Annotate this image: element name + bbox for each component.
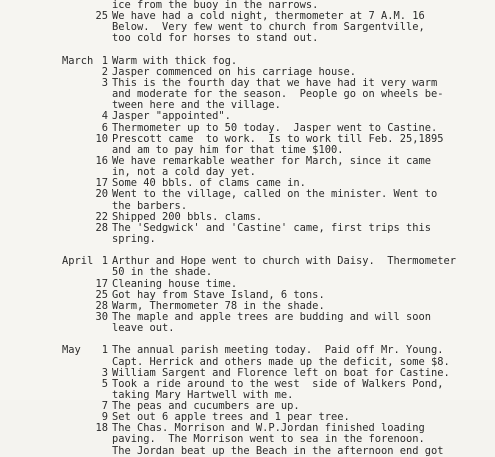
entry-text: Went to the village, called on the minister. Went to bbox=[112, 188, 438, 201]
day-number: 28 bbox=[95, 221, 108, 234]
entry-text: Set out 6 apple trees and 1 pear tree. bbox=[112, 411, 350, 424]
day-number: 1 bbox=[101, 255, 108, 268]
entry-text: paving. The Morrison went to sea in the forenoon. bbox=[112, 433, 425, 446]
day-number: 17 bbox=[95, 177, 108, 190]
diary-line bbox=[0, 201, 495, 212]
diary-line bbox=[0, 434, 495, 445]
entry-text: Shipped 200 bbls. clams. bbox=[112, 210, 263, 223]
diary-line bbox=[0, 223, 495, 234]
diary-line bbox=[0, 256, 495, 267]
day-number: 30 bbox=[95, 310, 108, 323]
entry-text: and am to pay him for that time $100. bbox=[112, 143, 344, 156]
day-number: 1 bbox=[101, 54, 108, 67]
diary-line bbox=[0, 423, 495, 434]
diary-line bbox=[0, 279, 495, 290]
month-label: March bbox=[62, 54, 94, 67]
diary-line bbox=[0, 312, 495, 323]
diary-line bbox=[0, 234, 495, 245]
diary-line bbox=[0, 357, 495, 368]
entry-text: William Sargent and Florence left on boat for Castine. bbox=[112, 366, 450, 379]
entry-text: We have remarkable weather for March, since it came bbox=[112, 154, 432, 167]
entry-text: The 'Sedgwick' and 'Castine' came, first trips this bbox=[112, 221, 432, 234]
day-number: 18 bbox=[95, 422, 108, 435]
entry-text: Cleaning house time. bbox=[112, 277, 238, 290]
diary-line bbox=[0, 446, 495, 457]
month-label: April bbox=[62, 255, 94, 268]
diary-line bbox=[0, 111, 495, 122]
day-number: 4 bbox=[101, 110, 108, 123]
day-number: 17 bbox=[95, 277, 108, 290]
month-label: May bbox=[62, 344, 81, 357]
entry-text: This is the fourth day that we have had it very warm bbox=[112, 76, 438, 89]
entry-text: The annual parish meeting today. Paid off Mr. Young. bbox=[112, 344, 444, 357]
diary-line bbox=[0, 100, 495, 111]
diary-line bbox=[0, 323, 495, 334]
entry-text: Capt. Herrick and others made up the deficit, some $8. bbox=[112, 355, 450, 368]
entry-text: The peas and cucumbers are up. bbox=[112, 400, 300, 413]
entry-text: taking Mary Hartwell with me. bbox=[112, 388, 294, 401]
day-number: 22 bbox=[95, 210, 108, 223]
entry-text: Below. Very few went to church from Sargentville, bbox=[112, 21, 425, 34]
diary-line bbox=[0, 345, 495, 356]
diary-line bbox=[0, 189, 495, 200]
day-number: 7 bbox=[101, 400, 108, 413]
day-number: 20 bbox=[95, 188, 108, 201]
entry-text: 50 in the shade. bbox=[112, 266, 213, 279]
diary-line bbox=[0, 401, 495, 412]
entry-text: the barbers. bbox=[112, 199, 188, 212]
entry-text: The Jordan beat up the Beach in the afternoon end got bbox=[112, 444, 444, 457]
entry-text: leave out. bbox=[112, 322, 175, 335]
diary-line bbox=[0, 267, 495, 278]
entry-text: ice from the buoy in the narrows. bbox=[112, 0, 319, 11]
entry-text: The Chas. Morrison and W.P.Jordan finished loading bbox=[112, 422, 425, 435]
day-number: 3 bbox=[101, 366, 108, 379]
entry-text: Warm, Thermometer 78 in the shade. bbox=[112, 299, 325, 312]
day-number: 16 bbox=[95, 154, 108, 167]
day-number: 10 bbox=[95, 132, 108, 145]
day-number: 9 bbox=[101, 411, 108, 424]
entry-text: spring. bbox=[112, 232, 156, 245]
day-number: 2 bbox=[101, 65, 108, 78]
entry-text: Thermometer up to 50 today. Jasper went to Castine. bbox=[112, 121, 438, 134]
entry-text: and moderate for the season. People go on wheels be- bbox=[112, 88, 444, 101]
day-number: 25 bbox=[95, 288, 108, 301]
entry-text: Warm with thick fog. bbox=[112, 54, 238, 67]
diary-line bbox=[0, 412, 495, 423]
day-number: 1 bbox=[101, 344, 108, 357]
entry-text: Jasper "appointed". bbox=[112, 110, 231, 123]
entry-text: Took a ride around to the west side of Walkers Pond, bbox=[112, 377, 444, 390]
entry-text: in, not a cold day yet. bbox=[112, 166, 256, 179]
day-number: 5 bbox=[101, 377, 108, 390]
day-number: 28 bbox=[95, 299, 108, 312]
entry-text: Arthur and Hope went to church with Daisy. Thermometer bbox=[112, 255, 457, 268]
day-number: 25 bbox=[95, 10, 108, 23]
entry-text: Prescott came to work. Is to work till Feb. 25,1895 bbox=[112, 132, 444, 145]
entry-text: Some 40 bbls. of clams came in. bbox=[112, 177, 306, 190]
entry-text: Jasper commenced on his carriage house. bbox=[112, 65, 356, 78]
day-number: 3 bbox=[101, 76, 108, 89]
entry-text: Got hay from Stave Island, 6 tons. bbox=[112, 288, 325, 301]
entry-text: too cold for horses to stand out. bbox=[112, 32, 319, 45]
entry-text: We have had a cold night, thermometer at 7 A.M. 16 bbox=[112, 10, 425, 23]
entry-text: The maple and apple trees are budding and will soon bbox=[112, 310, 432, 323]
day-number: 6 bbox=[101, 121, 108, 134]
diary-line bbox=[0, 33, 495, 44]
entry-text: tween here and the village. bbox=[112, 99, 281, 112]
